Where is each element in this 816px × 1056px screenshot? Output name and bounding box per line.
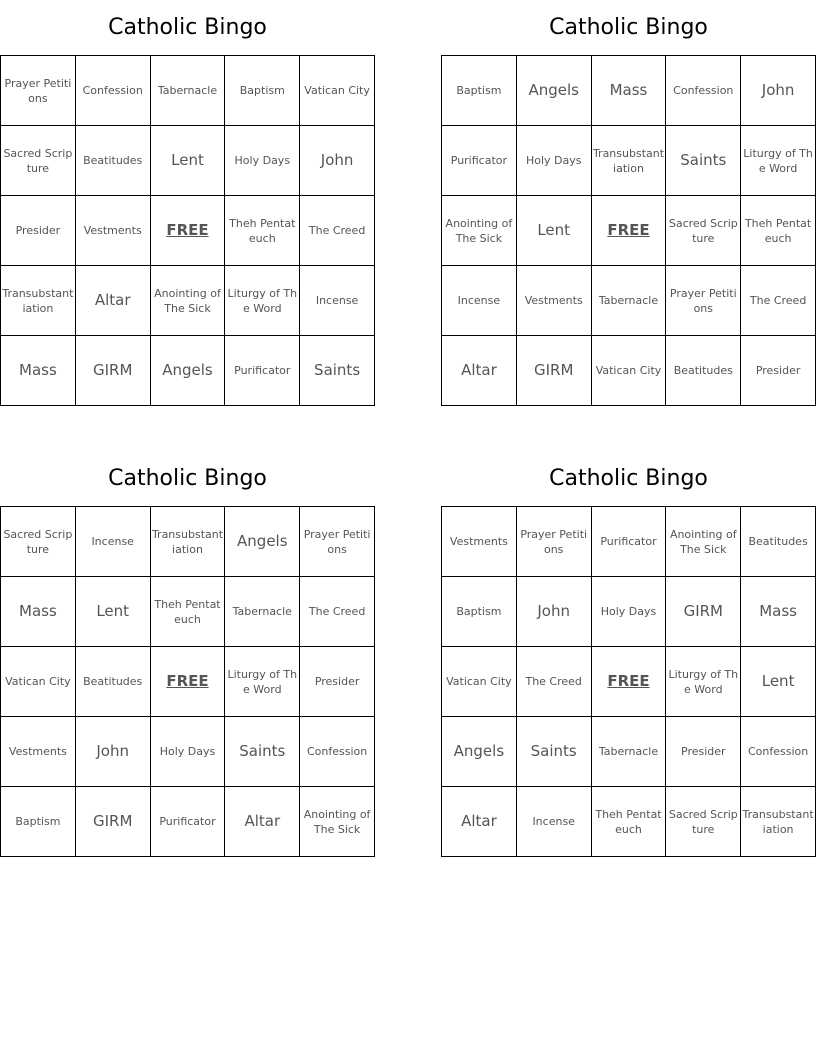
- bingo-cell: Sacred Scripture: [666, 196, 741, 266]
- bingo-cell: Vatican City: [300, 56, 375, 126]
- bingo-cell: Holy Days: [516, 126, 591, 196]
- bingo-cell: Anointing of The Sick: [300, 787, 375, 857]
- bingo-row: [442, 577, 816, 647]
- bingo-cell: Confession: [75, 56, 150, 126]
- free-space: FREE: [591, 196, 666, 266]
- bingo-cell: Incense: [516, 787, 591, 857]
- card-title: Catholic Bingo: [108, 15, 267, 40]
- bingo-cell: Altar: [75, 266, 150, 336]
- bingo-cell: Prayer Petitions: [666, 266, 741, 336]
- bingo-cell: Tabernacle: [150, 56, 225, 126]
- bingo-cell: Altar: [442, 787, 517, 857]
- bingo-cell: John: [75, 717, 150, 787]
- bingo-row: [1, 577, 375, 647]
- bingo-cell: Angels: [150, 336, 225, 406]
- bingo-cell: Incense: [442, 266, 517, 336]
- bingo-cell: Theh Pentateuch: [225, 196, 300, 266]
- bingo-cell: Lent: [150, 126, 225, 196]
- bingo-grid: [441, 506, 816, 857]
- bingo-cell: Angels: [225, 507, 300, 577]
- bingo-cell: Confession: [300, 717, 375, 787]
- bingo-row: [442, 787, 816, 857]
- bingo-row: [1, 717, 375, 787]
- bingo-cell: Sacred Scripture: [1, 126, 76, 196]
- bingo-cell: Altar: [442, 336, 517, 406]
- bingo-cell: The Creed: [300, 196, 375, 266]
- bingo-cell: GIRM: [666, 577, 741, 647]
- bingo-row: [442, 266, 816, 336]
- bingo-cell: GIRM: [516, 336, 591, 406]
- bingo-cell: Altar: [225, 787, 300, 857]
- bingo-cell: Baptism: [442, 577, 517, 647]
- bingo-cell: Theh Pentateuch: [741, 196, 816, 266]
- bingo-cell: GIRM: [75, 336, 150, 406]
- bingo-cell: Angels: [516, 56, 591, 126]
- bingo-cell: Purificator: [225, 336, 300, 406]
- free-space: FREE: [591, 647, 666, 717]
- bingo-cell: Mass: [741, 577, 816, 647]
- bingo-cell: Vestments: [75, 196, 150, 266]
- bingo-cell: Lent: [516, 196, 591, 266]
- bingo-cell: Saints: [225, 717, 300, 787]
- bingo-row: [1, 787, 375, 857]
- bingo-cell: Transubstantiation: [1, 266, 76, 336]
- bingo-row: [1, 266, 375, 336]
- bingo-cell: Mass: [1, 577, 76, 647]
- bingo-cell: Anointing of The Sick: [442, 196, 517, 266]
- bingo-cell: The Creed: [516, 647, 591, 717]
- bingo-cell: Presider: [741, 336, 816, 406]
- bingo-cell: Vatican City: [442, 647, 517, 717]
- bingo-cell: Transubstantiation: [591, 126, 666, 196]
- bingo-cell: Purificator: [591, 507, 666, 577]
- bingo-row: [442, 196, 816, 266]
- bingo-cell: Prayer Petitions: [1, 56, 76, 126]
- bingo-cell: Baptism: [225, 56, 300, 126]
- bingo-row: [442, 507, 816, 577]
- bingo-cell: Liturgy of The Word: [225, 647, 300, 717]
- bingo-cell: Beatitudes: [75, 126, 150, 196]
- card-title: Catholic Bingo: [549, 466, 708, 491]
- bingo-cell: Beatitudes: [666, 336, 741, 406]
- card-title: Catholic Bingo: [108, 466, 267, 491]
- bingo-cell: Saints: [666, 126, 741, 196]
- bingo-cell: Purificator: [150, 787, 225, 857]
- bingo-row: [1, 336, 375, 406]
- bingo-cell: Vatican City: [1, 647, 76, 717]
- bingo-row: [1, 647, 375, 717]
- bingo-cell: Holy Days: [150, 717, 225, 787]
- bingo-cell: Presider: [300, 647, 375, 717]
- free-space: FREE: [150, 647, 225, 717]
- bingo-cell: Anointing of The Sick: [150, 266, 225, 336]
- bingo-cell: Baptism: [442, 56, 517, 126]
- bingo-row: [1, 126, 375, 196]
- bingo-cell: Baptism: [1, 787, 76, 857]
- bingo-cell: Tabernacle: [591, 717, 666, 787]
- bingo-row: [442, 647, 816, 717]
- bingo-cell: Saints: [516, 717, 591, 787]
- bingo-cell: Sacred Scripture: [666, 787, 741, 857]
- bingo-cell: Vestments: [1, 717, 76, 787]
- bingo-cell: John: [741, 56, 816, 126]
- bingo-cell: Liturgy of The Word: [225, 266, 300, 336]
- bingo-row: [442, 126, 816, 196]
- bingo-card-3: [0, 451, 375, 857]
- bingo-cell: GIRM: [75, 787, 150, 857]
- bingo-cell: The Creed: [300, 577, 375, 647]
- bingo-row: [442, 336, 816, 406]
- bingo-row: [1, 507, 375, 577]
- bingo-cell: Beatitudes: [75, 647, 150, 717]
- free-space: FREE: [150, 196, 225, 266]
- bingo-row: [442, 717, 816, 787]
- bingo-cell: Tabernacle: [591, 266, 666, 336]
- bingo-cell: Vatican City: [591, 336, 666, 406]
- bingo-card-2: [441, 0, 816, 406]
- bingo-cell: Prayer Petitions: [300, 507, 375, 577]
- bingo-cell: Holy Days: [225, 126, 300, 196]
- bingo-card-1: [0, 0, 375, 406]
- bingo-cell: Confession: [741, 717, 816, 787]
- bingo-grid: [0, 55, 375, 406]
- bingo-cell: Lent: [75, 577, 150, 647]
- bingo-cell: Tabernacle: [225, 577, 300, 647]
- bingo-cell: Transubstantiation: [150, 507, 225, 577]
- bingo-cell: Liturgy of The Word: [666, 647, 741, 717]
- bingo-cell: Confession: [666, 56, 741, 126]
- bingo-cell: Prayer Petitions: [516, 507, 591, 577]
- bingo-cell: Beatitudes: [741, 507, 816, 577]
- card-title: Catholic Bingo: [549, 15, 708, 40]
- bingo-cell: Transubstantiation: [741, 787, 816, 857]
- bingo-cell: Incense: [75, 507, 150, 577]
- bingo-cell: Vestments: [442, 507, 517, 577]
- bingo-grid: [0, 506, 375, 857]
- bingo-cell: Holy Days: [591, 577, 666, 647]
- bingo-row: [1, 196, 375, 266]
- bingo-cell: Liturgy of The Word: [741, 126, 816, 196]
- bingo-card-4: [441, 451, 816, 857]
- bingo-cell: Purificator: [442, 126, 517, 196]
- bingo-cell: Anointing of The Sick: [666, 507, 741, 577]
- bingo-cell: Angels: [442, 717, 517, 787]
- bingo-cell: Vestments: [516, 266, 591, 336]
- bingo-cell: Incense: [300, 266, 375, 336]
- bingo-cell: John: [516, 577, 591, 647]
- bingo-grid: [441, 55, 816, 406]
- bingo-cell: Presider: [666, 717, 741, 787]
- bingo-cell: Saints: [300, 336, 375, 406]
- bingo-row: [442, 56, 816, 126]
- bingo-cell: Theh Pentateuch: [150, 577, 225, 647]
- bingo-cell: Mass: [591, 56, 666, 126]
- bingo-cell: Sacred Scripture: [1, 507, 76, 577]
- bingo-cell: Lent: [741, 647, 816, 717]
- bingo-cell: Theh Pentateuch: [591, 787, 666, 857]
- bingo-row: [1, 56, 375, 126]
- bingo-cell: John: [300, 126, 375, 196]
- bingo-cell: Presider: [1, 196, 76, 266]
- bingo-cell: The Creed: [741, 266, 816, 336]
- bingo-cell: Mass: [1, 336, 76, 406]
